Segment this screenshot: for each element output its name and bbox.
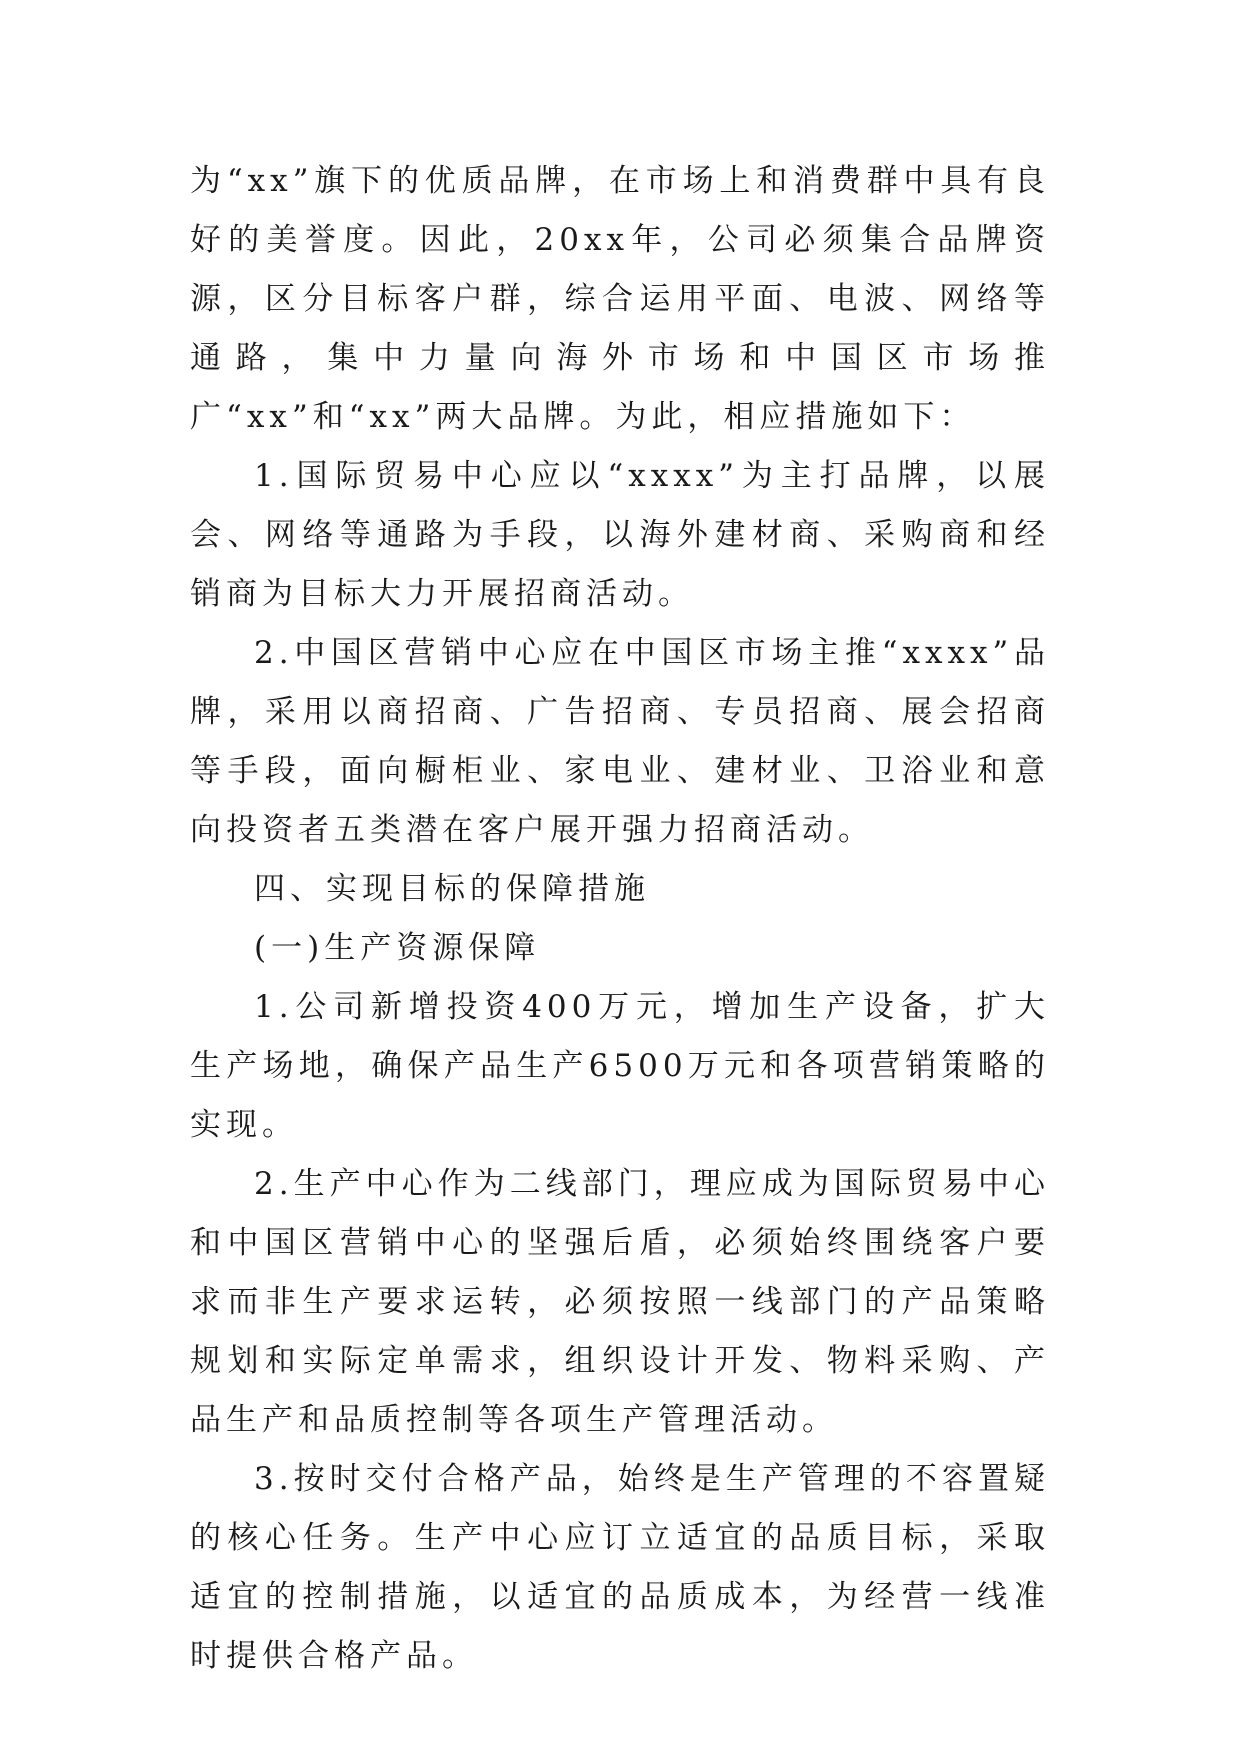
paragraph-item-3-quality: 3.按时交付合格产品，始终是生产管理的不容置疑的核心任务。生产中心应订立适宜的品质目标，采取适宜的控制措施，以适宜的品质成本，为经营一线准时提供合格产品。	[190, 1461, 1050, 1674]
section-heading-guarantee-measures: 四、实现目标的保障措施	[254, 871, 650, 907]
paragraph-item-1-international-trade: 1.国际贸易中心应以“xxxx”为主打品牌，以展会、网络等通路为手段，以海外建材商、采购商和经销商为目标大力开展招商活动。	[190, 458, 1050, 612]
paragraph-item-2-china-marketing: 2.中国区营销中心应在中国区市场主推“xxxx”品牌，采用以商招商、广告招商、专员招商、展会招商等手段，面向橱柜业、家电业、建材业、卫浴业和意向投资者五类潜在客户展开强力招商活动。	[190, 635, 1050, 848]
paragraph-item-1-investment: 1.公司新增投资400万元，增加生产设备，扩大生产场地，确保产品生产6500万元和各项营销策略的实现。	[190, 989, 1050, 1143]
paragraph-brand-intro: 为“xx”旗下的优质品牌，在市场上和消费群中具有良好的美誉度。因此，20xx年，公司必须集合品牌资源，区分目标客户群，综合运用平面、电波、网络等通路，集中力量向海外市场和中国区市场推广“xx”和“xx”两大品牌。为此，相应措施如下：	[190, 163, 1050, 435]
subsection-heading-production-resources: (一)生产资源保障	[254, 930, 541, 966]
document-page	[190, 152, 1050, 1686]
paragraph-item-2-production-center: 2.生产中心作为二线部门，理应成为国际贸易中心和中国区营销中心的坚强后盾，必须始终围绕客户要求而非生产要求运转，必须按照一线部门的产品策略规划和实际定单需求，组织设计开发、物料采购、产品生产和品质控制等各项生产管理活动。	[190, 1166, 1050, 1438]
